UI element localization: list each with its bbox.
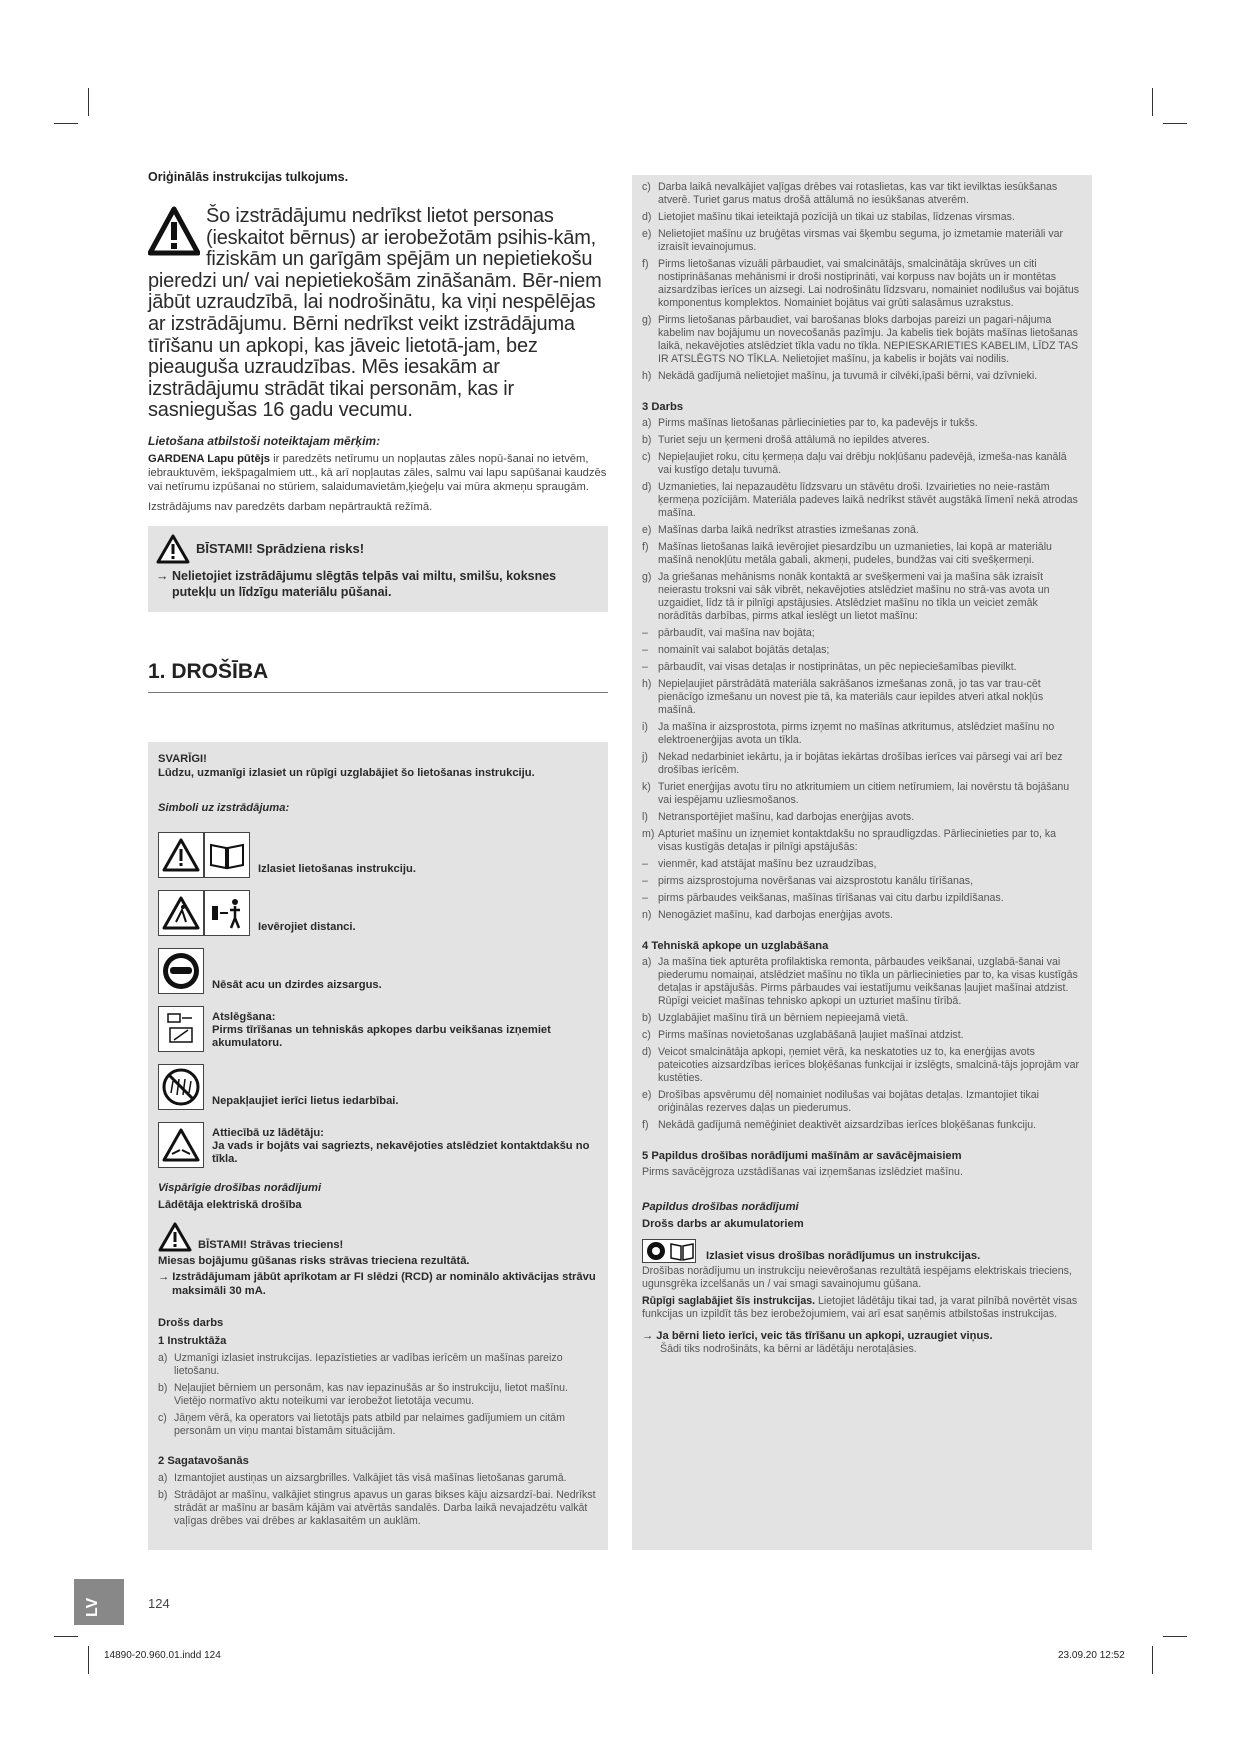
usage-text: ir paredzēts netīrumu un nopļautas zāles nopū-šanai no ietvēm, iebrauktuvēm, iekšpagalmiem utt., kā arī nopļautas zāles, salmu vai lapu sapūšanai kaudzēs vai netīrumu izpūšanai no stūriem, salaidumavietām,ķieģeļu vai mūra akmeņu spraugām. xyxy=(148,452,607,493)
list-item: b) Uzglabājiet mašīnu tīrā un bērniem nepieejamā vietā. xyxy=(642,1012,909,1024)
subheading-work: 3 Darbs xyxy=(642,401,684,413)
left-column xyxy=(148,170,608,693)
crop-mark xyxy=(1163,123,1187,124)
usage-paragraph xyxy=(148,452,608,494)
flying-debris-warning-icon xyxy=(158,890,204,936)
dash-item: – pārbaudīt, vai visas detaļas ir nostiprinātas, un pēc nepieciešamības pievilkt. xyxy=(642,661,1017,673)
page-number: 124 xyxy=(148,1596,170,1611)
list-item: c) Nepieļaujiet roku, citu ķermeņa daļu vai drēbju nokļūšanu padevējā, izmeša-nas kanālā vai kustīgo detaļu tuvumā. xyxy=(642,451,1067,476)
document-title: Oriģinālās instrukcijas tulkojums. xyxy=(148,170,349,184)
list-item: b) Neļaujiet bērniem un personām, kas nav iepazinušās ar šo instrukciju, lietot mašīnu. Vietējo normatīvo aktu noteikumi var ierobežot lietotāja vecumu. xyxy=(158,1382,568,1407)
list-item: c) Darba laikā nevalkājiet vaļīgas drēbes vai rotaslietas, kas var tikt ievilktas iesūkšanas atverē. Turiet garus matus drošā attālumā no iesūkšanas atverēm. xyxy=(642,181,1058,206)
list-item: k) Turiet enerģijas avotu tīru no atkritumiem un citiem netīrumiem, lai novērstu tā bojāšanu vai iespējamu uzliesmošanos. xyxy=(642,781,1070,806)
manual-book-icon xyxy=(204,832,250,878)
crop-mark xyxy=(1152,88,1153,116)
battery-charger-icon xyxy=(643,1240,669,1262)
symbol-disconnect xyxy=(158,1002,598,1052)
crop-mark xyxy=(88,88,89,116)
symbols-title: Simboli uz izstrādājuma: xyxy=(158,802,290,814)
keep-text: Lietojiet lādētāju tikai tad, ja varat pilnībā novērtēt visas funkcijas un izpildīt tās bez ierobežojumiem, vai arī esat saņēmis atbilstošas instrukcijas. xyxy=(642,1295,1078,1320)
subheading-preparation: 2 Sagatavošanās xyxy=(158,1455,249,1467)
list-item: h) Nepieļaujiet pārstrādātā materiāla sakrāšanos izmešanas zonā, jo tas var trau-cēt pienācīgo izmešanu un novest pie tā, ka materiāls caur iepildes atveri atkal nokļūs mašīnā. xyxy=(642,678,1044,716)
list-item: l) Netransportējiet mašīnu, kad darbojas enerģijas avots. xyxy=(642,811,915,823)
general-safety-title: Vispārīgie drošības norādījumi xyxy=(158,1182,322,1194)
list-item: c) Jāņem vērā, ka operators vai lietotājs pats atbild par nelaimes gadījumiem un citām personām un viņu mantai bīstamām situācijām. xyxy=(158,1412,565,1437)
shock-text: Miesas bojājumu gūšanas risks strāvas trieciena rezultātā. xyxy=(158,1255,470,1267)
list-item: a) Uzmanīgi izlasiet instrukcijas. Iepazīstieties ar vadības ierīcēm un mašīnas pareizo lietošanu. xyxy=(158,1352,563,1377)
important-label: SVARĪGI! xyxy=(158,753,207,765)
crop-mark xyxy=(88,1646,89,1674)
list-item: j) Nekad nedarbiniet iekārtu, ja ir bojātas iekārtas drošības ierīces vai pārsegi vai arī bez drošības ierīcēm. xyxy=(642,751,1063,776)
list-item: e) Mašīnas darba laikā nedrīkst atrasties izmešanas zonā. xyxy=(642,524,919,536)
subheading-collector: 5 Papildus drošības norādījumi mašīnām ar savācējmaisiem xyxy=(642,1150,962,1162)
list-item: i) Ja mašīna ir aizsprostota, pirms izņemt no mašīnas atkritumus, atslēdziet mašīnu no elektroenerģijas avota un tīkla. xyxy=(642,721,1055,746)
warning-triangle-icon xyxy=(158,1222,192,1252)
symbol-keep-distance xyxy=(158,886,598,936)
explosion-warning-box xyxy=(148,526,608,612)
symbol-text: Nepakļaujiet ierīci lietus iedarbībai. xyxy=(212,1095,399,1107)
list-item: a) Pirms mašīnas lietošanas pārliecinieties par to, ka padevējs ir tukšs. xyxy=(642,417,978,429)
collector-text: Pirms savācējgroza uzstādīšanas vai izņemšanas izslēdziet mašīnu. xyxy=(642,1166,963,1178)
warning-triangle-icon xyxy=(158,832,204,878)
list-item: g) Ja griešanas mehānisms nonāk kontaktā ar svešķermeni vai ja mašīna sāk izraisīt neierastu troksni vai sāk vibrēt, nekavējoties atslēdziet mašīnu no strā-vas avota un uzgaidiet, līdz tā ir pilnīgi apstājusies. Atslēdziet mašīnu no tīkla un veiciet zemāk norādītās darbības, pirms atkal ieslēgt un lietot mašīnu: xyxy=(642,571,1050,622)
dash-item: – pirms aizsprostojuma novēršanas vai aizsprostotu kanālu tīrīšanas, xyxy=(642,875,974,887)
battery-safety-title: Drošs darbs ar akumulatoriem xyxy=(642,1218,804,1230)
symbol-text: Atslēgšana: Pirms tīrīšanas un tehniskās apkopes darbu veikšanas izņemiet akumulatoru. xyxy=(212,1011,551,1049)
distance-person-icon xyxy=(204,890,250,936)
shock-warning xyxy=(158,1222,598,1252)
explosion-head: BĪSTAMI! Sprādziena risks! xyxy=(196,541,365,557)
damaged-cable-warning-icon xyxy=(158,1122,204,1168)
explosion-instruction: → Nelietojiet izstrādājumu slēgtās telpās vai miltu, smilšu, koksnes putekļu un līdzīgu materiālu pūšanai. xyxy=(156,568,557,599)
symbol-text: Attiecībā uz lādētāju: Ja vads ir bojāts vai sagriezts, nekavējoties atslēdziet kontaktdakšu no tīkla. xyxy=(212,1127,590,1165)
usage-title: Lietošana atbilstoši noteiktajam mērķim: xyxy=(148,433,381,448)
list-item: c) Pirms mašīnas novietošanas uzglabāšanā ļaujiet mašīnai atdzist. xyxy=(642,1029,964,1041)
safety-box-left xyxy=(148,742,608,1550)
list-item: a) Izmantojiet austiņas un aizsargbrilles. Valkājiet tās visā mašīnas lietošanas garumā. xyxy=(158,1472,567,1484)
symbol-read-manual xyxy=(158,828,598,878)
brand-name: GARDENA Lapu pūtējs xyxy=(148,452,271,465)
list-item: e) Drošības apsvērumu dēļ nomainiet nodilušas vai bojātas detaļas. Izmantojiet tikai oriģinālas rezerves daļas un piederumus. xyxy=(642,1089,1039,1114)
battery-symbol-text: Izlasiet visus drošības norādījumus un instrukcijas. xyxy=(706,1250,981,1262)
dash-item: – pārbaudīt, vai mašīna nav bojāta; xyxy=(642,627,815,639)
list-item: a) Ja mašīna tiek apturēta profilaktiska remonta, pārbaudes veikšanai, uzglabā-šanai vai piederumu nomaiņai, atslēdziet mašīnu no tīkla un pārliecinieties par to, ka visas kustīgās detaļas ir apstājušās. Pirms pārbaudes vai iestatījumu veikšanas ļaujiet mašīnai atdzist. Rūpīgi veiciet mašīnas tehnisko apkopi un uzturiet mašīnu tīrībā. xyxy=(642,956,1078,1007)
battery-symbols xyxy=(642,1239,696,1263)
print-date: 23.09.20 12:52 xyxy=(1058,1650,1125,1661)
list-item: e) Nelietojiet mašīnu uz bruģētas virsmas vai šķembu seguma, jo izmetamie materiāli var izraisīt ievainojumus. xyxy=(642,228,1064,253)
eye-ear-protection-icon xyxy=(158,948,204,994)
list-item: d) Uzmanieties, lai nepazaudētu līdzsvaru un stāvētu droši. Izvairieties no neie-rastām ķermeņa pozīcijām. Materiāla padeves laikā nedrīkst stāvēt augstākā līmenī nekā atrodas mašīna. xyxy=(642,481,1078,519)
crop-mark xyxy=(54,123,78,124)
crop-mark xyxy=(1163,1636,1187,1637)
battery-paragraph: Drošības norādījumu un instrukciju neievērošanas rezultātā iespējams elektriskais trieciens, ugunsgrēka izcelšanās un / vai smagi savainojumu gūšana. xyxy=(642,1265,1072,1290)
battery-symbol-row xyxy=(642,1239,1082,1263)
child-instruction: → Ja bērni lieto ierīci, veic tās tīrīšanu un apkopi, uzraugiet viņus. xyxy=(642,1330,993,1342)
no-rain-icon xyxy=(158,1064,204,1110)
dash-item: – nomainīt vai salabot bojātās detaļas; xyxy=(642,644,830,656)
shock-instruction: → Izstrādājumam jābūt aprīkotam ar FI slēdzi (RCD) ar nominālo aktivācijas strāvu maksimāli 30 mA. xyxy=(158,1271,596,1297)
list-item: d) Veicot smalcinātāja apkopi, ņemiet vērā, ka neskatoties uz to, ka enerģijas avots pateicoties aizsardzības ierīces bloķēšanas funkcijai ir izslēgts, smalcinā-tājs joprojām var kustēties. xyxy=(642,1046,1079,1084)
usage-note: Izstrādājums nav paredzēts darbam nepārtrauktā režīmā. xyxy=(148,500,433,513)
file-info: 14890-20.960.01.indd 124 xyxy=(104,1650,221,1661)
keep-instructions xyxy=(642,1295,1082,1321)
symbol-text: Nēsāt acu un dzirdes aizsargus. xyxy=(212,979,382,991)
list-item: b) Strādājot ar mašīnu, valkājiet stingrus apavus un garas bikses kāju aizsardzī-bai. Nedrīkst strādāt ar mašīnu ar basām kājām vai atvērtās sandalēs. Darba laikā nevajadzētu valkāt vaļīgas drēbes vai drēbes ar kaklasaitēm un auklām. xyxy=(158,1489,596,1527)
warning-intro xyxy=(148,206,608,422)
warning-triangle-icon xyxy=(156,534,190,564)
list-item: g) Pirms lietošanas pārbaudiet, vai barošanas bloks darbojas pareizi un pagari-nājuma kabelim nav bojājumu un novecošanās pazīmju. Ja kabelis tiek bojāts mašīnas lietošanas laikā, nekavējoties atslēdziet tīkla vadu no tīkla. NEPIESKARIETIES KABELIM, LĪDZ TAS IR ATSLĒGTS NO TĪKLA. Nelietojiet mašīnu, ja kabelis ir bojāts vai nodilis. xyxy=(642,314,1079,365)
subheading-maintenance: 4 Tehniskā apkope un uzglabāšana xyxy=(642,940,829,952)
electric-safety-title: Lādētāja elektriskā drošība xyxy=(158,1199,302,1211)
list-item: f) Nekādā gadījumā nemēģiniet deaktivēt aizsardzības ierīces bloķēšanas funkciju. xyxy=(642,1119,1037,1131)
remove-battery-icon xyxy=(158,1006,204,1052)
list-item: b) Turiet seju un ķermeni drošā attālumā no iepildes atveres. xyxy=(642,434,930,446)
language-tab: LV xyxy=(74,1579,124,1625)
child-text: Šādi tiks nodrošināts, ka bērni ar lādētāju nerotaļāsies. xyxy=(660,1343,917,1355)
symbol-text: Ievērojiet distanci. xyxy=(258,921,356,933)
manual-book-icon xyxy=(669,1240,695,1262)
dash-item: – vienmēr, kad atstājat mašīnu bez uzraudzības, xyxy=(642,858,877,870)
warning-intro-text: Šo izstrādājumu nedrīkst lietot personas (ieskaitot bērnus) ar ierobežotām psihis-kām, fiziskām un garīgām spējām un nepietiekošu pieredzi un/ vai nepietiekošām zināšanām. Bēr-niem jābūt uzraudzībā, lai nodrošinātu, ka viņi nespēlējas ar izstrādājumu. Bērni nedrīkst veikt izstrādājuma tīrīšanu un apkopi, kas jāveic lietotā-jam, bez pieauguša uzraudzības. Mēs iesakām ar izstrādājumu strādāt tikai personām, kas ir sasniegušas 16 gadu vecumu. xyxy=(148,205,602,422)
shock-head: BĪSTAMI! Strāvas trieciens! xyxy=(198,1239,344,1251)
crop-mark xyxy=(54,1636,78,1637)
section-heading: 1. DROŠĪBA xyxy=(148,660,608,693)
list-item: m) Apturiet mašīnu un izņemiet kontaktdakšu no spraudligzdas. Pārliecinieties par to, ka visas kustīgās detaļas ir pilnīgi apstājušās: xyxy=(642,828,1057,853)
important-text: Lūdzu, uzmanīgi izlasiet un rūpīgi uzglabājiet šo lietošanas instrukciju. xyxy=(158,767,535,779)
keep-bold: Rūpīgi saglabājiet šīs instrukcijas. xyxy=(642,1295,816,1307)
symbol-no-rain xyxy=(158,1060,598,1110)
list-item: h) Nekādā gadījumā nelietojiet mašīnu, ja tuvumā ir cilvēki,īpaši bērni, vai dzīvnieki. xyxy=(642,370,1038,382)
symbol-text: Izlasiet lietošanas instrukciju. xyxy=(258,863,416,875)
list-item: d) Lietojiet mašīnu tikai ieteiktajā pozīcijā un tikai uz stabilas, līdzenas virsmas. xyxy=(642,211,1015,223)
extra-safety-title: Papildus drošības norādījumi xyxy=(642,1201,799,1213)
dash-item: – pirms pārbaudes veikšanas, mašīnas tīrīšanas vai citu darbu izpildīšanas. xyxy=(642,892,1004,904)
safe-work-title: Drošs darbs xyxy=(158,1317,224,1329)
list-item: n) Nenogāziet mašīnu, kad darbojas enerģijas avots. xyxy=(642,909,893,921)
symbol-charger xyxy=(158,1118,598,1168)
warning-triangle-icon xyxy=(148,206,200,256)
crop-mark xyxy=(1152,1646,1153,1674)
list-item: f) Pirms lietošanas vizuāli pārbaudiet, vai smalcinātājs, smalcinātāja skrūves un citi nostiprināšanas mehānismi ir droši nostiprināti, vai korpuss nav bojāts un ir montētas aizsardzības ierīces un aizsegi. Lai nodrošinātu līdzsvaru, nomainiet nodilušus vai bojātus komponentus komplektos. Nomainiet bojātus vai grūti salasāmus uzrakstus. xyxy=(642,258,1080,309)
safety-box-right xyxy=(632,175,1092,1550)
symbol-protection xyxy=(158,944,598,994)
subheading-instruction: 1 Instruktāža xyxy=(158,1335,227,1347)
list-item: f) Mašīnas lietošanas laikā ievērojiet piesardzību un uzmanieties, lai kopā ar materiālu mašīnā nenokļūtu metāla gabali, akmeņi, pudeles, bundžas vai citi svešķermeņi. xyxy=(642,541,1052,566)
